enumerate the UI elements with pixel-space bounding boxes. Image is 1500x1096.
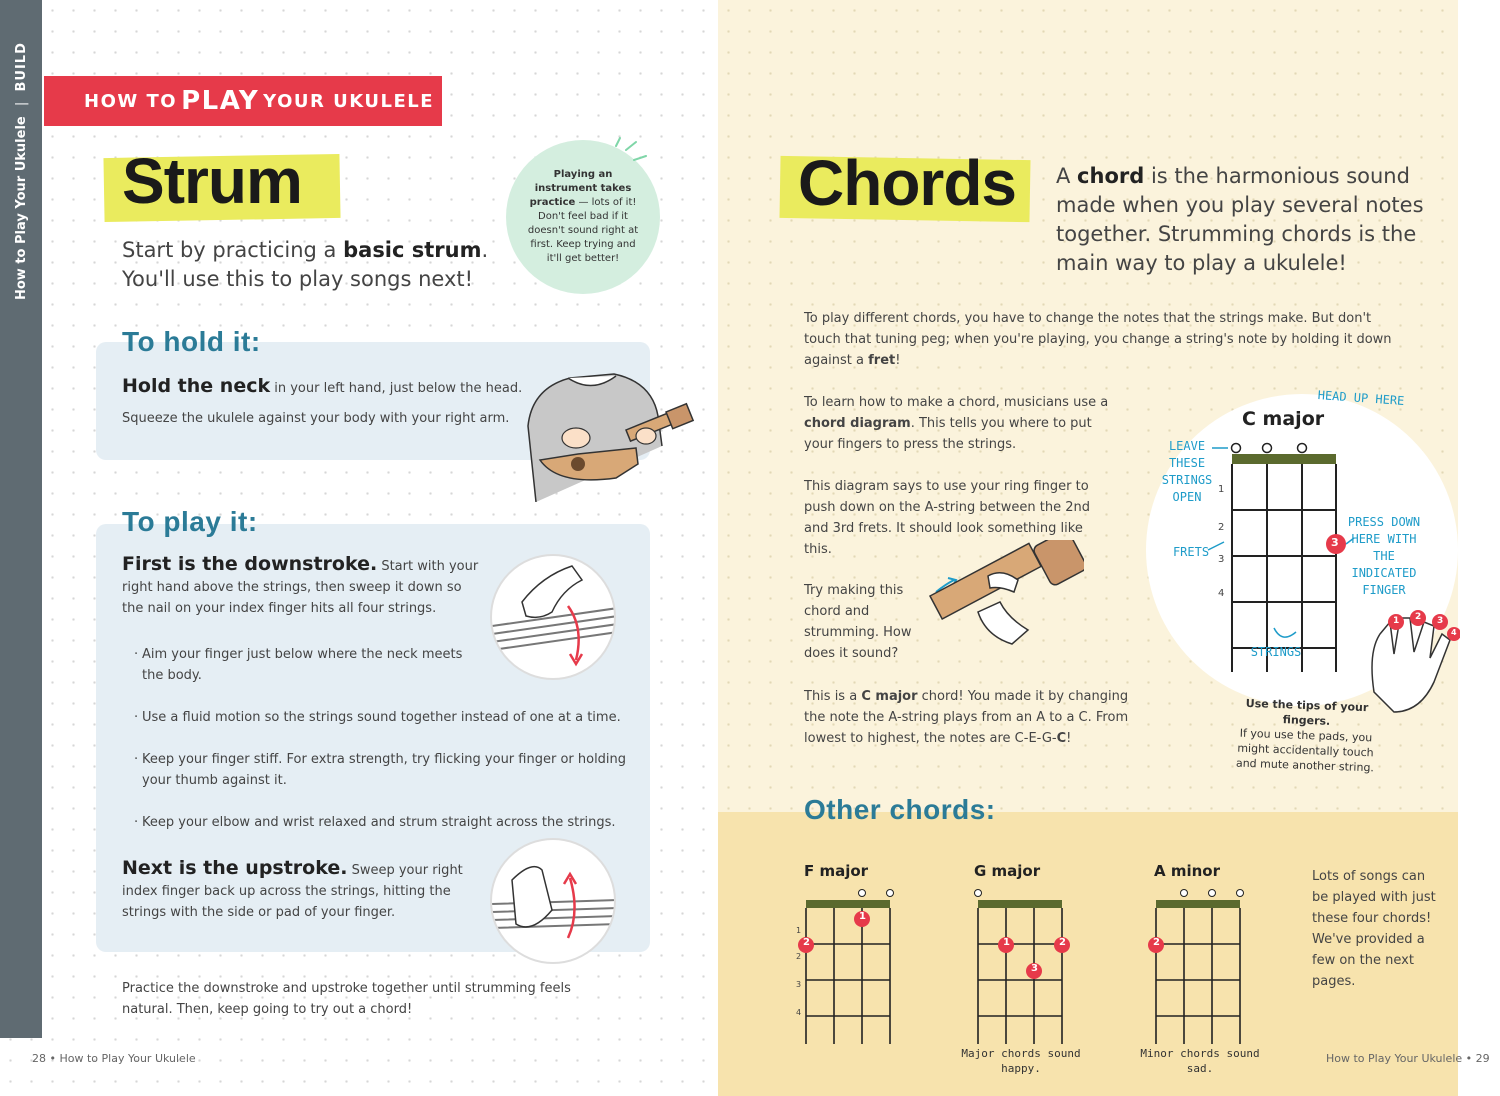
strum-title: Strum [122, 145, 302, 217]
head-up-note: HEAD UP HERE [1317, 387, 1405, 409]
banner-post: YOUR UKULELE [263, 90, 435, 112]
chord-name: F major [804, 862, 869, 880]
chord-name: A minor [1154, 862, 1220, 880]
upstroke-text: Next is the upstroke. Sweep your right index finger back up across the strings, hitting the strings with the side or pad of your finger. [122, 857, 463, 920]
strum-intro: Start by practicing a basic strum. You'll use this to play songs next! [122, 238, 489, 291]
chord-definition: A chord is the harmonious sound made when you play several notes together. Strumming chords is the main way to play a ukulele! [1056, 164, 1424, 275]
downstroke-text: First is the downstroke. Start with your right hand above the strings, then sweep it down so the nail on your index finger hits all four strings. [122, 553, 479, 616]
side-tab-chapter: How to Play Your Ukulele [13, 116, 29, 300]
finger-marker: 1 [1003, 937, 1010, 948]
downstroke-illustration [490, 554, 616, 680]
f-major-diagram [798, 890, 894, 1045]
bullet-item: · Aim your finger just below where the neck meets the body. [122, 644, 482, 686]
finger-number: 2 [1415, 612, 1422, 622]
section-banner [44, 76, 442, 126]
hold-text: Hold the neck in your left hand, just below the head. [122, 375, 523, 397]
strings-note: STRINGS [1250, 645, 1302, 659]
practice-tip-bubble: Playing an instrument takes practice — lots of it! Don't feel bad if it doesn't sound right at first. Keep trying and it'll get better! [506, 140, 660, 294]
fingertips-caption: Use the tips of your fingers. If you use the pads, you might accidentally touch and mute another string. [1235, 696, 1375, 775]
finger-marker: 3 [1031, 963, 1038, 974]
practice-text: Practice the downstroke and upstroke together until strumming feels natural. Then, keep going to try out a chord! [122, 981, 571, 1017]
finger-marker: 2 [1059, 937, 1066, 948]
press-down-note: PRESS DOWN HERE WITH THE INDICATED FINGER [1347, 515, 1421, 597]
fret-number: 4 [1218, 588, 1225, 599]
fret-number: 3 [1218, 554, 1225, 565]
chord-name: G major [974, 862, 1041, 880]
chords-para-3: This diagram says to use your ring finger to push down on the A-string between the 2nd and 3rd frets. It should look something like this. [804, 479, 1090, 557]
leave-open-note: LEAVE THESE STRINGS OPEN [1161, 439, 1213, 504]
other-chords-heading: Other chords: [804, 794, 996, 825]
fret-label: 4 [796, 1008, 802, 1017]
finger-number: 4 [1451, 628, 1457, 637]
bullet-item: · Use a fluid motion so the strings sound together instead of one at a time. [122, 707, 642, 728]
chords-title: Chords [798, 147, 1016, 219]
side-tab: How to Play Your Ukulele | BUILD [0, 0, 42, 1038]
bullet-item: · Keep your finger stiff. For extra strength, try flicking your finger or holding your thumb against it. [122, 749, 642, 791]
hold-heading: To hold it: [122, 326, 261, 357]
chords-para-1: To play different chords, you have to change the notes that the strings make. But don't touch that tuning peg; when you're playing, you change a string's note by holding it down against a fret! [804, 311, 1392, 368]
finger-marker: 3 [1331, 536, 1339, 549]
g-major-diagram [975, 890, 1071, 1045]
finger-number: 1 [1393, 616, 1400, 626]
upstroke-illustration [490, 838, 616, 964]
a-minor-diagram [1148, 890, 1244, 1045]
fret-label: 3 [796, 980, 802, 989]
fret-number: 1 [1218, 484, 1225, 495]
chords-para-4: Try making this chord and strumming. How does it sound? [804, 583, 912, 661]
bullet-item: · Keep your elbow and wrist relaxed and strum straight across the strings. [122, 812, 642, 833]
fret-label: 2 [796, 952, 802, 961]
finger-marker: 2 [1153, 937, 1160, 948]
footer-right: How to Play Your Ukulele • 29 [1326, 1052, 1490, 1065]
person-holding-ukulele-illustration [518, 366, 696, 502]
side-tab-section: BUILD [13, 42, 29, 92]
major-note: Major chords sound happy. [961, 1047, 1081, 1075]
footer-left: 28 • How to Play Your Ukulele [32, 1052, 196, 1065]
diagram-title: C major [1242, 408, 1325, 430]
play-heading: To play it: [122, 506, 258, 537]
fret-number: 2 [1218, 522, 1225, 533]
hand-on-fretboard-illustration [928, 540, 1084, 652]
frets-note: FRETS [1172, 545, 1210, 559]
fret-label: 1 [796, 926, 802, 935]
minor-note: Minor chords sound sad. [1140, 1047, 1260, 1075]
finger-marker: 1 [859, 911, 866, 922]
spark-icon [612, 136, 652, 170]
hold-text-2: Squeeze the ukulele against your body with your right arm. [122, 411, 510, 426]
finger-marker: 2 [803, 937, 810, 948]
finger-number: 3 [1437, 616, 1444, 626]
side-note: Lots of songs can be played with just these four chords! We've provided a few on the next pages. [1312, 869, 1436, 989]
banner-pre: HOW TO [84, 90, 178, 112]
chords-para-2: To learn how to make a chord, musicians use a chord diagram. This tells you where to put your fingers to press the strings. [804, 395, 1109, 452]
banner-big: PLAY [181, 86, 260, 116]
left-page [0, 0, 718, 1096]
other-chord-diagrams [790, 884, 1290, 1044]
chords-para-5: This is a C major chord! You made it by changing the note the A-string plays from an A to a C. From lowest to highest, the notes are C-E-G-C! [804, 689, 1129, 746]
